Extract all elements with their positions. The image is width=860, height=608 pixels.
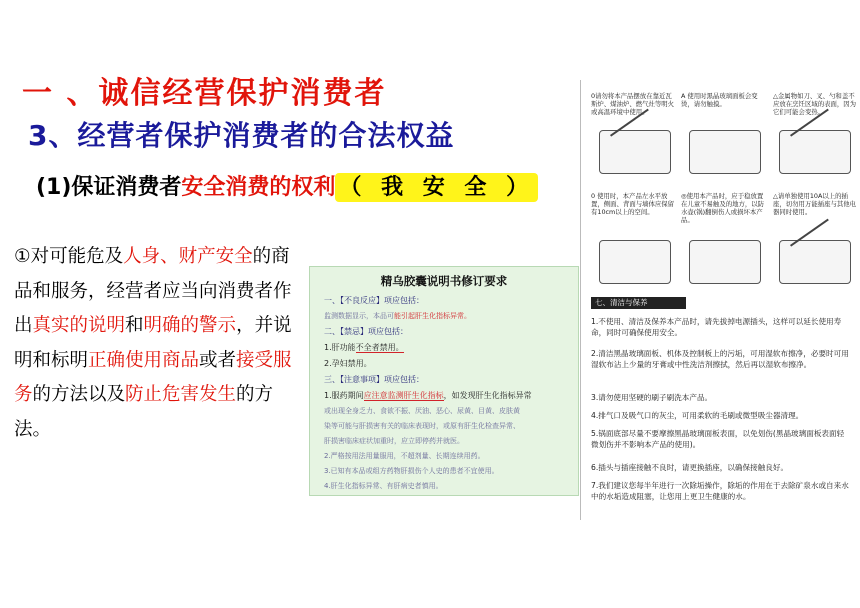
paragraph-segment: 真实的说明 [32,315,126,336]
paragraph-segment: 和 [125,315,144,336]
doc-s3-1c: ，如发现肝生化指标异常 [443,391,532,400]
heading-rights: 3、经营者保护消费者的合法权益 [28,119,455,152]
paragraph-segment: 明确的警示 [143,315,237,336]
utensils-illustration-icon [779,130,851,174]
doc-title: 精乌胶囊说明书修订要求 [380,274,508,288]
cleaning-item-7: 7.我们建议您每半年进行一次除垢操作，除垢的作用在于去除矿泉水或自来水中的水垢造成阻塞，让您用上更卫生健康的水。 [591,481,849,501]
heading-integrity: 一 、诚信经营保护消费者 [22,76,387,111]
cleaning-section-title: 七、清洁与保养 [591,297,686,309]
doc-s3-1f: 肝损害临床症状加重时，应立即停药并就医。 [324,437,464,445]
cleaning-item-5: 5.锅面底部尽量不要摩擦黑晶玻璃面板表面，以免划伤(黑晶玻璃面板表面轻微划伤并不影响本产品的使用)。 [591,429,845,449]
doc-s3-1d: 或出现全身乏力、食欲不振、厌油、恶心、尿黄、目黄、皮肤黄 [324,407,520,415]
paragraph-segment: 的方法以及 [32,384,126,405]
cleaning-item-6: 6.插头与插座接触不良时，请更换插座，以确保接触良好。 [591,463,789,472]
doc-s1-body-a: 监测数据显示，本品可 [324,312,394,320]
paragraph-segment: 接受服务 [14,349,292,405]
doc-s3-2: 2.严格按用法用量服用，不超剂量、长期连续用药。 [324,452,485,460]
cleaning-item-2: 2.清洁黑晶玻璃面板、机体及控制板上的污垢，可用湿软布擦净，必要时可用湿软布沾上少量的牙膏或中性洗洁剂擦拭，然后再以湿软布擦净。 [591,349,849,369]
doc-s1-body-b: 能引起肝生化指标异常。 [394,312,471,320]
manual-warning-6: △请单独使用10A以上的插座，切勿用万能插座与其他电器同时使用。 [773,192,857,216]
medicine-insert-document [309,266,579,496]
doc-s3-4: 4.肝生化指标异常、有肝病史者慎用。 [324,482,443,490]
heading-safety-right [36,170,538,201]
heading-safety-red: 安全消费的权利 [181,175,336,200]
doc-s3: 三、【注意事项】项应包括： [324,375,424,384]
appliance-manual-page [580,80,860,520]
manual-warning-3: △金属物如刀、叉、勺和盖不应放在烹饪区域的表面，因为它们可能会变热。 [773,92,857,116]
heading-safety-prefix: (1)保证消费者 [36,175,182,200]
doc-s3-1 [324,390,564,401]
doc-s2-1 [324,342,564,353]
manual-warning-1: 0请勿将本产品摆放在靠近瓦斯炉、煤油炉、燃气灶等明火或高温环境中使用。 [591,92,675,116]
paragraph-segment: 或者 [199,349,237,371]
doc-s2-2: 2.孕妇禁用。 [324,359,372,368]
paragraph-segment: ，并说明和标明 [14,315,292,371]
doc-s1: 一、【不良反应】项应包括： [324,296,424,305]
paragraph-segment: 的方法。 [14,384,274,440]
heading-safety-highlight [335,173,538,202]
doc-s1-body [324,311,564,321]
doc-s2: 二、【禁忌】项应包括： [324,327,408,336]
doc-s3-1a: 1.服药期间 [324,391,364,400]
paragraph-segment: 正确使用商品 [88,349,200,371]
doc-s3-3: 3.已知有本品或组方药物肝损伤个人史的患者不宜使用。 [324,467,499,475]
doc-s3-1e: 染等可能与肝损害有关的临床表现时，或原有肝生化检查异常、 [324,422,520,430]
doc-s3-1b: 应注意监测肝生化指标 [363,391,444,400]
manual-warning-2: A 使用时黑晶玻璃面板会变烫，请勿触摸。 [681,92,758,108]
highlight-text: （ 我 安 全 ） [339,175,535,200]
cleaning-item-1: 1.不使用、清洁及保养本产品时，请先拔掉电源插头，这样可以延长使用寿命，同时可确保使用安全。 [591,317,842,337]
cleaning-item-4: 4.排气口及吸气口的灰尘，可用柔软的毛刷或微型吸尘器清理。 [591,411,804,420]
wall-clearance-illustration-icon [599,240,671,284]
paragraph-segment: 的商品和服务，经营者应当向消费者作出 [14,246,292,336]
doc-s2-1b: 不全者禁用。 [355,343,404,352]
paragraph-segment: 人身、财产安全 [123,246,253,267]
paragraph-segment: 防止危害发生 [125,384,237,405]
child-safety-illustration-icon [689,240,761,284]
manual-warning-4: 0 使用时，本产品左水平放置，侧面、背面与墙体应保留有10cm以上的空间。 [591,192,675,216]
manual-warning-5: ◎使用本产品时，应于稳放置在儿童不易触及的地方，以防水壶(锅)翻倒伤人或损坏本产品。 [681,192,765,224]
cleaning-item-3: 3.请勿使用坚硬的刷子刷洗本产品。 [591,393,713,402]
hot-panel-illustration-icon [689,130,761,174]
doc-s2-1a: 1.肝功能 [324,343,356,352]
stove-illustration-icon [599,130,671,174]
safety-paragraph [14,240,299,447]
socket-illustration-icon [779,240,851,284]
paragraph-segment: ①对可能危及 [14,246,124,267]
